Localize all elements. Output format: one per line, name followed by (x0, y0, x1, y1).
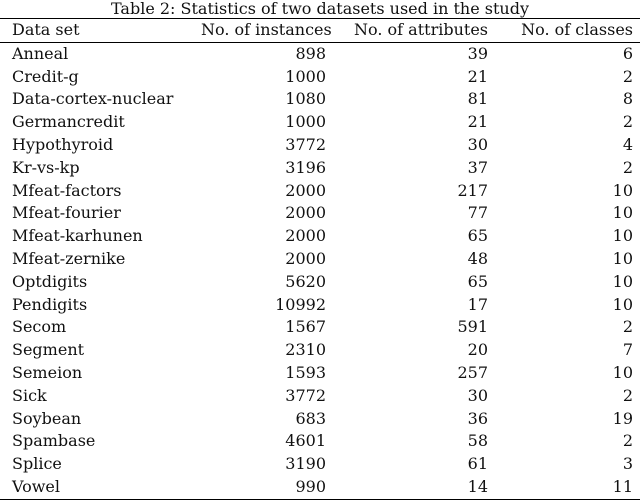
table-row (0, 294, 640, 317)
table-row (0, 453, 640, 476)
table-header-row (0, 19, 640, 43)
cell-data-set: Semeion (12, 362, 83, 382)
cell-classes: 6 (622, 43, 633, 63)
cell-data-set: Mfeat-fourier (12, 203, 121, 223)
cell-data-set: Spambase (12, 431, 96, 451)
cell-instances: 683 (295, 408, 326, 428)
cell-instances: 2000 (285, 226, 326, 246)
cell-classes: 3 (622, 454, 633, 474)
cell-classes: 2 (622, 385, 633, 405)
cell-instances: 3772 (285, 134, 326, 154)
cell-data-set: Hypothyroid (12, 134, 114, 154)
table-caption: Table 2: Statistics of two datasets used in the study (110, 0, 529, 18)
cell-attributes: 257 (457, 362, 488, 382)
cell-instances: 1080 (285, 89, 326, 109)
cell-data-set: Optdigits (12, 271, 88, 291)
cell-data-set: Mfeat-zernike (12, 248, 126, 268)
column-header-data-set: Data set (0, 19, 189, 43)
cell-data-set: Secom (12, 317, 67, 337)
cell-instances: 3190 (285, 454, 326, 474)
cell-attributes: 21 (467, 112, 488, 132)
cell-attributes: 20 (467, 340, 488, 360)
cell-classes: 19 (612, 408, 633, 428)
table-row (0, 248, 640, 271)
table-row (0, 316, 640, 339)
table-row (0, 362, 640, 385)
cell-instances: 1000 (285, 66, 326, 86)
cell-attributes: 21 (467, 66, 488, 86)
cell-attributes: 81 (467, 89, 488, 109)
cell-attributes: 17 (467, 294, 488, 314)
cell-data-set: Data-cortex-nuclear (12, 89, 174, 109)
cell-data-set: Mfeat-karhunen (12, 226, 143, 246)
cell-attributes: 30 (467, 385, 488, 405)
cell-data-set: Germancredit (12, 112, 125, 132)
cell-attributes: 591 (457, 317, 488, 337)
table-row (0, 202, 640, 225)
cell-instances: 2000 (285, 180, 326, 200)
cell-attributes: 58 (467, 431, 488, 451)
cell-instances: 3772 (285, 385, 326, 405)
table-row (0, 180, 640, 203)
table-row (0, 271, 640, 294)
cell-classes: 10 (612, 294, 633, 314)
cell-attributes: 65 (467, 271, 488, 291)
cell-data-set: Credit-g (12, 66, 79, 86)
cell-classes: 10 (612, 180, 633, 200)
cell-attributes: 48 (467, 248, 488, 268)
cell-attributes: 36 (467, 408, 488, 428)
cell-classes: 2 (622, 112, 633, 132)
cell-instances: 2000 (285, 203, 326, 223)
cell-attributes: 39 (467, 43, 488, 63)
cell-instances: 10992 (275, 294, 326, 314)
cell-attributes: 77 (467, 203, 488, 223)
table-row (0, 157, 640, 180)
table-row (0, 339, 640, 362)
cell-classes: 10 (612, 271, 633, 291)
table-row (0, 408, 640, 431)
cell-instances: 898 (295, 43, 326, 63)
cell-classes: 2 (622, 317, 633, 337)
cell-data-set: Soybean (12, 408, 82, 428)
cell-data-set: Splice (12, 454, 62, 474)
dataset-statistics-table (0, 18, 640, 500)
cell-data-set: Segment (12, 340, 85, 360)
cell-attributes: 65 (467, 226, 488, 246)
cell-data-set: Mfeat-factors (12, 180, 122, 200)
column-header-attributes: No. of attributes (333, 19, 495, 43)
table-row (0, 134, 640, 157)
table-row (0, 88, 640, 111)
table-row (0, 66, 640, 89)
cell-classes: 7 (622, 340, 633, 360)
cell-instances: 1593 (285, 362, 326, 382)
cell-classes: 8 (622, 89, 633, 109)
cell-classes: 10 (612, 203, 633, 223)
column-header-classes: No. of classes (495, 19, 640, 43)
cell-attributes: 217 (457, 180, 488, 200)
cell-classes: 2 (622, 431, 633, 451)
cell-data-set: Sick (12, 385, 47, 405)
cell-instances: 2310 (285, 340, 326, 360)
column-header-instances: No. of instances (189, 19, 333, 43)
cell-classes: 10 (612, 248, 633, 268)
cell-classes: 10 (612, 226, 633, 246)
cell-attributes: 30 (467, 134, 488, 154)
table-row (0, 385, 640, 408)
cell-instances: 990 (189, 476, 333, 499)
cell-attributes: 14 (333, 476, 495, 499)
cell-instances: 5620 (285, 271, 326, 291)
cell-classes: 4 (622, 134, 633, 154)
cell-instances: 1567 (285, 317, 326, 337)
cell-classes: 10 (612, 362, 633, 382)
cell-classes: 2 (622, 66, 633, 86)
cell-attributes: 61 (467, 454, 488, 474)
cell-instances: 2000 (285, 248, 326, 268)
cell-attributes: 37 (467, 157, 488, 177)
table-row (0, 225, 640, 248)
cell-instances: 3196 (285, 157, 326, 177)
table-row (0, 42, 640, 65)
cell-instances: 4601 (285, 431, 326, 451)
table-row (0, 430, 640, 453)
cell-data-set: Kr-vs-kp (12, 157, 80, 177)
cell-classes: 11 (495, 476, 640, 499)
cell-classes: 2 (622, 157, 633, 177)
cell-data-set: Pendigits (12, 294, 88, 314)
cell-instances: 1000 (285, 112, 326, 132)
table-row (0, 111, 640, 134)
cell-data-set: Vowel (0, 476, 189, 499)
cell-data-set: Anneal (12, 43, 69, 63)
